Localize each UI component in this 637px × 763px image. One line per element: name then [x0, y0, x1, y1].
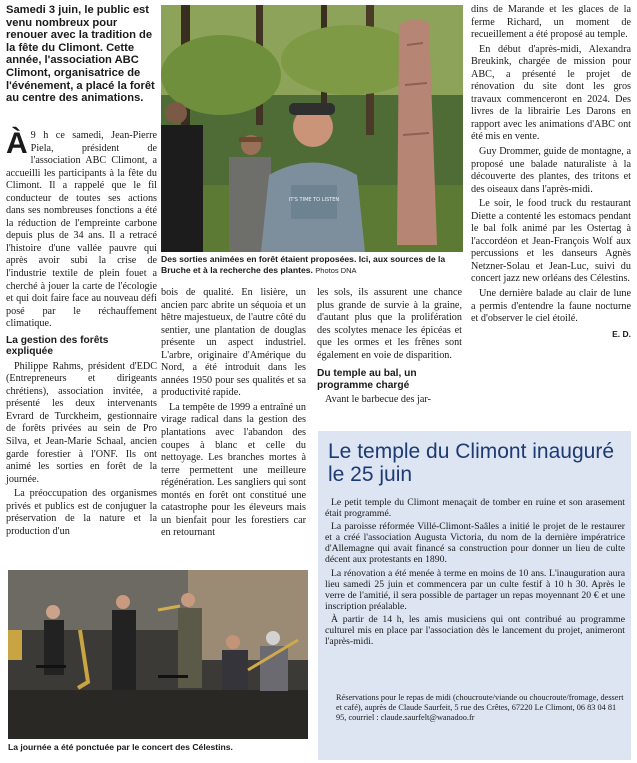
concert-photo-caption: La journée a été ponctuée par le concert des Célestins. [8, 742, 233, 752]
paragraph: dins de Marande et les glaces de la ferme Richard, un moment de recueillement a été proposé au temple. [471, 4, 631, 41]
tshirt-text: IT'S TIME TO LISTEN [288, 197, 340, 203]
paragraph: À partir de 14 h, les amis musiciens qui ont contribué au programme culturel mis en place par l'association dès le lancement du projet, animeront l'après-midi. [325, 613, 625, 648]
box-body [325, 497, 625, 649]
paragraph: Philippe Rahms, président d'EDC (Entrepreneurs et dirigeants chrétiens), association invitée, a présenté les deux intervenants Evrard de Turckheim, gestionnaire de forêts privées au sein de Pro Silva, et Jean-Marie Schaal, ancien garde forestier à l'ONF. Ils ont animé les sorties en forêt de la journée. [6, 360, 157, 485]
author-initials: E. D. [612, 328, 631, 339]
subheading-temple-to-ball: Du temple au bal, un programme chargé [317, 368, 417, 391]
photo-credit: Photos DNA [315, 265, 357, 275]
forest-photo-caption: Des sorties animées en forêt étaient proposées. Ici, aux sources de la Bruche et à la recherche des plantes. Photos DNA [161, 254, 446, 275]
paragraph: La rénovation a été menée à terme en moins de 10 ans. L'inauguration aura lieu samedi 25 juin et commencera par un culte festif à 10 h 30. Après le verre de l'amitié, il sera possible de partager un repas moyennant 20 € et une inscription préalable. [325, 567, 625, 612]
box-footer-reservations: Réservations pour le repas de midi (choucroute/viande ou choucroute/fromage, dessert et café), auprès de Claude Saurfeit, 5 rue des Crêtes, 67220 Le Climont, 06 83 04 81 95, courriel : claude.saurfelt@wanadoo.fr [336, 693, 624, 723]
column-1 [6, 127, 157, 540]
subheading-forest-management: La gestion des forêts expliquée [6, 334, 109, 358]
column-4 [471, 4, 631, 340]
concert-photo [8, 570, 308, 739]
paragraph: La préoccupation des organismes privés et publics est de conjuguer la préservation de la nature et la production d'un [6, 488, 157, 537]
drop-cap: À [6, 127, 28, 160]
paragraph: bois de qualité. En lisière, un ancien parc abrite un séquoia et un hêtre majestueux, de l'autre côté du sentier, une plantation de douglas présente un aspect industriel. L'arbre, originaire d'Amérique du Nord, a été introduit dans les années 1950 pour ses qualités et sa productivité rapide. [161, 287, 306, 399]
box-title: Le temple du Climont inauguré le 25 juin [328, 440, 615, 486]
column-2 [161, 287, 306, 542]
article-lede: Samedi 3 juin, le public est venu nombreux pour renouer avec la tradition de la fête du Climont. Cette année, l'association ABC Climont, organisatrice de l'événement, a placé la forêt au centre des animations. [6, 4, 155, 105]
paragraph: Guy Drommer, guide de montagne, a proposé une balade naturaliste à la découverte des plantes, des tritons et des oiseaux dans l'après-midi. [471, 146, 631, 195]
paragraph: En début d'après-midi, Alexandra Breukink, chargée de mission pour ABC, a présenté le projet de rénovation du site dont les gros travaux commenceront en 2024. Des livres de la librairie Les Darons en rapport avec les animations d'ABC ont été mis en vente. [471, 43, 631, 143]
paragraph: Une dernière balade au clair de lune a permis d'entendre la faune nocturne et d'observer le ciel étoilé. [471, 288, 631, 325]
paragraph: La paroisse réformée Villé-Climont-Saâles a initié le projet de le restaurer et a créé l'association Augusta Victoria, du nom de la dernière impératrice d'Allemagne qui avait financé sa construction pour donner un lieu de culte décent aux protestants en 1890. [325, 521, 625, 566]
paragraph: Le soir, le food truck du restaurant Diette a contenté les estomacs pendant le bal folk animé par les Ostertag à l'accordéon et Jean-François Wolf aux percussions et les danseurs Agnès Netzner-Solau et Jean-Luc, suivi du concert jazz new orléans des Célestins. [471, 198, 631, 285]
paragraph: La tempête de 1999 a entraîné un virage radical dans la gestion des plantations avec l'abandon des coupes à blanc et celle du nettoyage. Les branches mortes à terre permettent une meilleure régénération. Les sangliers qui sont montés en forêt ont constitué une catastrophe pour les éleveurs mais un bienfait pour les forestiers car en retournant [161, 401, 306, 539]
concert-scene-illustration [8, 570, 308, 739]
column-3 [317, 287, 462, 409]
forest-scene-illustration [161, 5, 463, 252]
paragraph: Le petit temple du Climont menaçait de tomber en ruine et son arasement était programmé. [325, 497, 625, 520]
forest-photo [161, 5, 463, 252]
paragraph: À 9 h ce samedi, Jean-Pierre Piela, président de l'association ABC Climont, a accueilli les participants à la fête du Climont. Il a rappelé que le fil conducteur de toutes ses actions dans ses nombreuses fonctions a été la réduction de l'empreinte carbone depuis plus de 34 ans. Il a retracé l'histoire d'une vallée pauvre qui après avoir subi la crise de l'industrie textile de plein fouet a cherché à jouer la carte de l'écologie et qui doit faire face au nouveau défi posé par le réchauffement climatique. [6, 127, 157, 330]
paragraph: Avant le barbecue des jar- [325, 394, 431, 406]
paragraph: les sols, ils assurent une chance plus grande de survie à la graine, d'autant plus que la prolifération des scolytes menace les épicéas et que les ormes et les frênes sont également en voie de disparition. [317, 287, 462, 361]
